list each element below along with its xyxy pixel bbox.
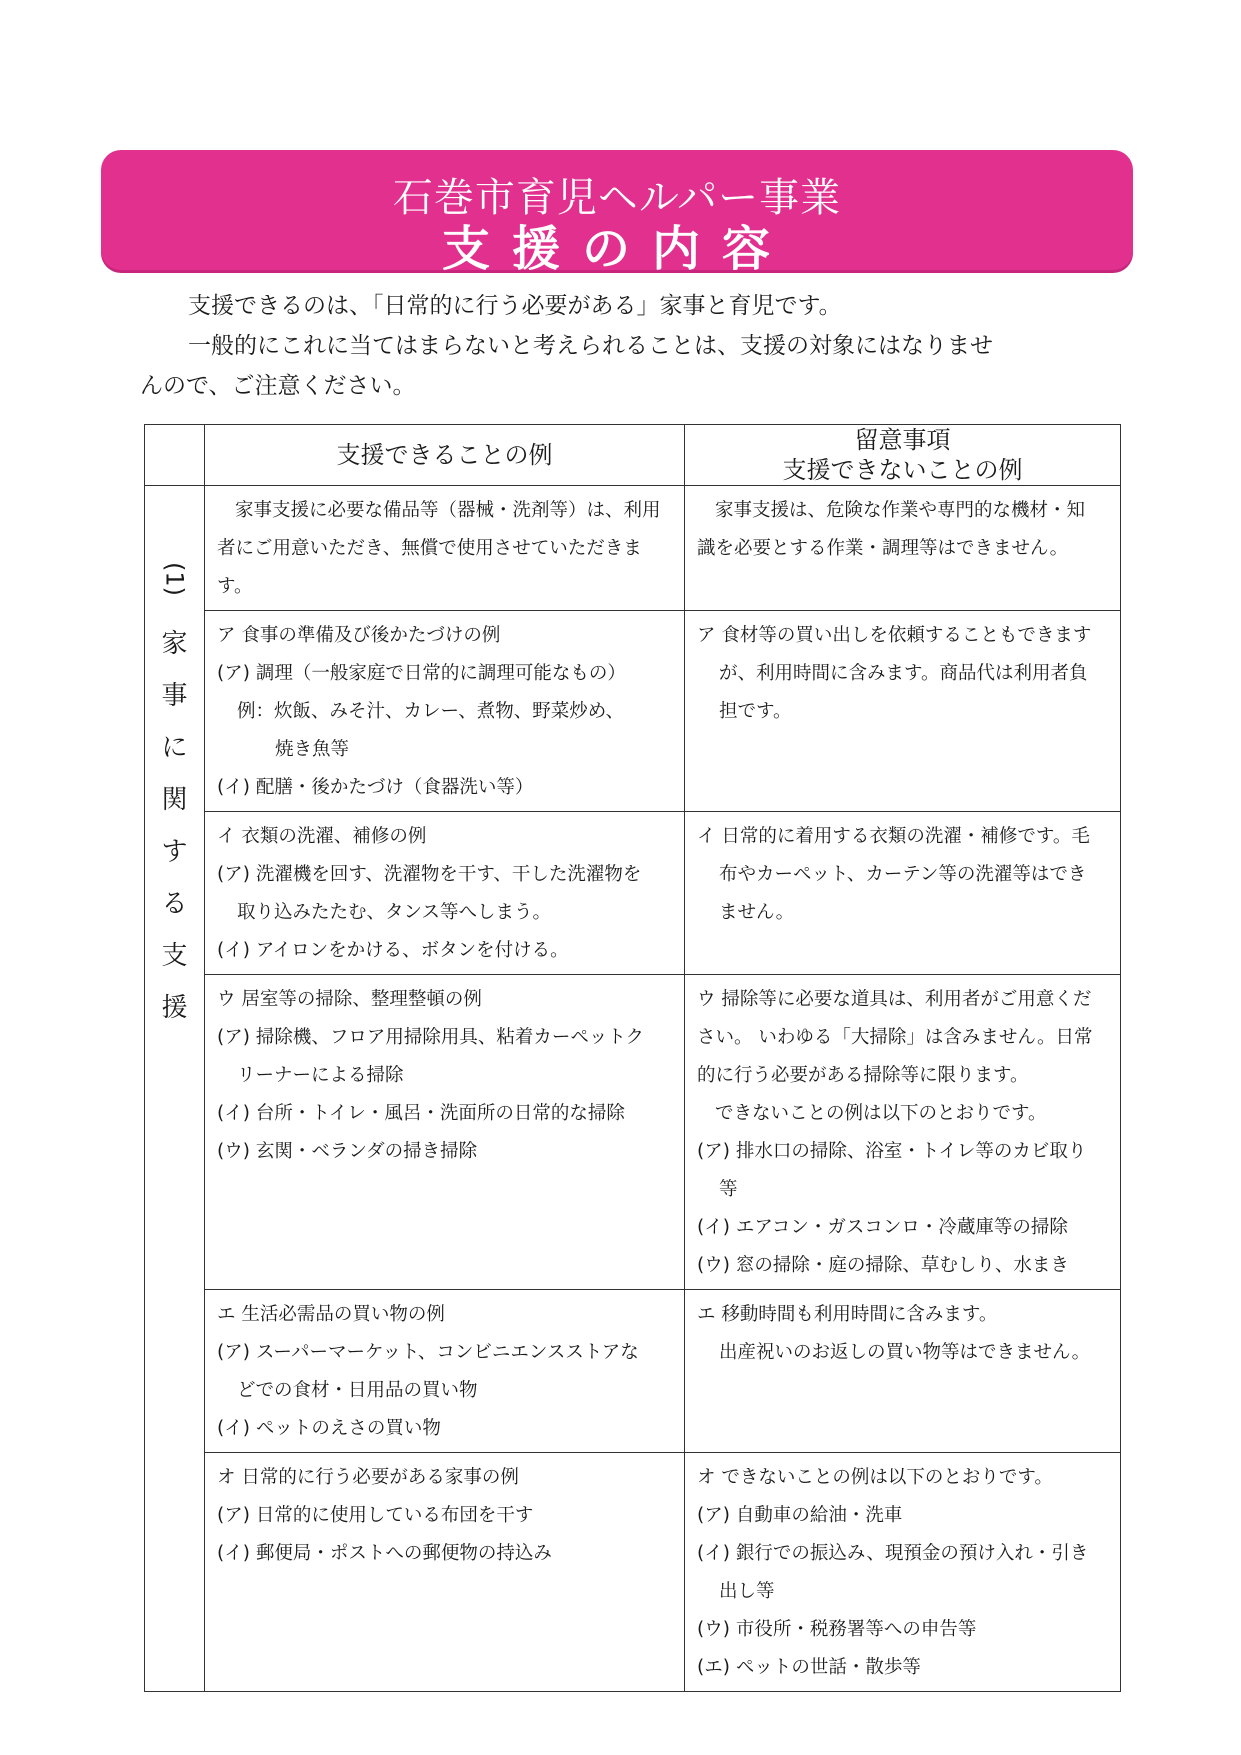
table-row (145, 812, 1121, 975)
cell-line: さい。 いわゆる「大掃除」は含みません。日常 (697, 1027, 1093, 1048)
section-char: 援 (161, 993, 188, 1023)
cell-line: 焼き魚等 (275, 739, 350, 760)
cell-line: 家事支援は、危険な作業や専門的な機材・知 (715, 500, 1086, 521)
cell-line: が、利用時間に含みます。商品代は利用者負 (719, 663, 1088, 684)
can-do-cell (205, 1453, 685, 1692)
intro-line-1: 支援できるのは、「日常的に行う必要がある」家事と育児です。 (188, 293, 842, 319)
table-header-row (145, 425, 1121, 486)
cell-line: (ア) 自動車の給油・洗車 (697, 1505, 903, 1526)
cannot-do-cell (685, 611, 1121, 812)
table-row (145, 486, 1121, 611)
header-cannot-do (685, 425, 1121, 486)
cell-line: イ 衣類の洗濯、補修の例 (217, 826, 427, 847)
cell-line: エ 生活必需品の買い物の例 (217, 1304, 445, 1325)
cell-line: ウ 掃除等に必要な道具は、利用者がご用意くだ (697, 989, 1092, 1010)
cell-line: 等 (719, 1179, 738, 1200)
section-char: に (161, 733, 188, 763)
cell-line: (ウ) 玄関・ベランダの掃き掃除 (217, 1141, 478, 1162)
table-row (145, 975, 1121, 1290)
cell-line: (ウ) 市役所・税務署等への申告等 (697, 1619, 977, 1640)
cell-line: (イ) 台所・トイレ・風呂・洗面所の日常的な掃除 (217, 1103, 625, 1124)
cell-line: できないことの例は以下のとおりです。 (715, 1103, 1047, 1124)
section-char: 家 (161, 629, 188, 659)
cell-line: (ア) 日常的に使用している布団を干す (217, 1505, 534, 1526)
section-label-cell (145, 486, 205, 1692)
cell-line: 識を必要とする作業・調理等はできません。 (697, 538, 1069, 559)
banner-title: 石巻市育児ヘルパー事業 (392, 175, 842, 221)
cell-line: 的に行う必要がある掃除等に限ります。 (697, 1065, 1029, 1086)
table-row (145, 1290, 1121, 1453)
cell-line: (イ) 郵便局・ポストへの郵便物の持込み (217, 1543, 552, 1564)
cell-line: (ア) スーパーマーケット、コンビニエンスストアな (217, 1342, 639, 1363)
cell-line: (イ) アイロンをかける、ボタンを付ける。 (217, 940, 569, 961)
cell-line: (ア) 調理（一般家庭で日常的に調理可能なもの） (217, 663, 626, 684)
cell-line: ア 食材等の買い出しを依頼することもできます (697, 625, 1092, 646)
cell-line: 家事支援に必要な備品等（器械・洗剤等）は、利用 (235, 500, 661, 521)
cell-line: (イ) ペットのえさの買い物 (217, 1418, 441, 1439)
header-can-do-label: 支援できることの例 (336, 441, 553, 469)
cell-line: 布やカーペット、カーテン等の洗濯等はでき (719, 864, 1087, 885)
cannot-do-cell (685, 486, 1121, 611)
cell-line: ません。 (719, 902, 795, 923)
cell-line: 例：炊飯、みそ汁、カレー、煮物、野菜炒め、 (237, 701, 625, 722)
table-row (145, 1453, 1121, 1692)
cell-line: ア 食事の準備及び後かたづけの例 (217, 625, 501, 646)
cell-line: す。 (217, 576, 253, 597)
support-table (144, 424, 1121, 1692)
cannot-do-cell (685, 1453, 1121, 1692)
cell-line: 取り込みたたむ、タンス等へしまう。 (237, 902, 551, 923)
section-char: 関 (161, 785, 188, 815)
can-do-cell (205, 1290, 685, 1453)
cell-line: (ア) 掃除機、フロア用掃除用具、粘着カーペットク (217, 1027, 644, 1048)
cell-line: エ 移動時間も利用時間に含みます。 (697, 1304, 998, 1325)
cell-line: (イ) 配膳・後かたづけ（食器洗い等） (217, 777, 534, 798)
can-do-cell (205, 975, 685, 1290)
title-banner (101, 150, 1133, 277)
cell-line: (イ) 銀行での振込み、現預金の預け入れ・引き (697, 1543, 1089, 1564)
cannot-do-cell (685, 1290, 1121, 1453)
cell-line: 担です。 (719, 701, 792, 722)
cell-line: リーナーによる掃除 (237, 1065, 404, 1086)
intro-line-3: んので、ご注意ください。 (140, 373, 416, 399)
cell-line: 出産祝いのお返しの買い物等はできません。 (719, 1342, 1091, 1363)
cell-line: イ 日常的に着用する衣類の洗濯・補修です。毛 (697, 826, 1090, 847)
header-can-do (205, 425, 685, 486)
cell-line: (イ) エアコン・ガスコンロ・冷蔵庫等の掃除 (697, 1217, 1068, 1238)
cell-line: (エ) ペットの世話・散歩等 (697, 1657, 921, 1678)
cell-line: ウ 居室等の掃除、整理整頓の例 (217, 989, 482, 1010)
cell-line: どでの食材・日用品の買い物 (237, 1380, 478, 1401)
intro-line-2: 一般的にこれに当てはまらないと考えられることは、支援の対象にはなりませ (188, 333, 993, 359)
section-number: (1) (160, 562, 189, 596)
cell-line: オ 日常的に行う必要がある家事の例 (217, 1467, 519, 1488)
section-char: 事 (161, 681, 188, 711)
header-notes-label: 留意事項 (854, 426, 951, 454)
section-char: る (161, 889, 188, 919)
banner-subtitle: 支援の内容 (441, 221, 792, 277)
cell-line: 者にご用意いただき、無償で使用させていただきま (217, 538, 642, 559)
section-char: 支 (161, 941, 188, 971)
cell-line: (ウ) 窓の掃除・庭の掃除、草むしり、水まき (697, 1255, 1069, 1276)
table-row (145, 611, 1121, 812)
cannot-do-cell (685, 975, 1121, 1290)
can-do-cell (205, 611, 685, 812)
can-do-cell (205, 486, 685, 611)
cell-line: (ア) 洗濯機を回す、洗濯物を干す、干した洗濯物を (217, 864, 642, 885)
section-char: す (161, 837, 188, 867)
can-do-cell (205, 812, 685, 975)
cell-line: 出し等 (719, 1581, 775, 1602)
cannot-do-cell (685, 812, 1121, 975)
cell-line: (ア) 排水口の掃除、浴室・トイレ等のカビ取り (697, 1141, 1087, 1162)
cell-line: オ できないことの例は以下のとおりです。 (697, 1467, 1053, 1488)
header-corner-cell (145, 425, 205, 486)
intro-text (140, 286, 1074, 406)
header-cannot-do-label: 支援できないことの例 (782, 456, 1023, 484)
